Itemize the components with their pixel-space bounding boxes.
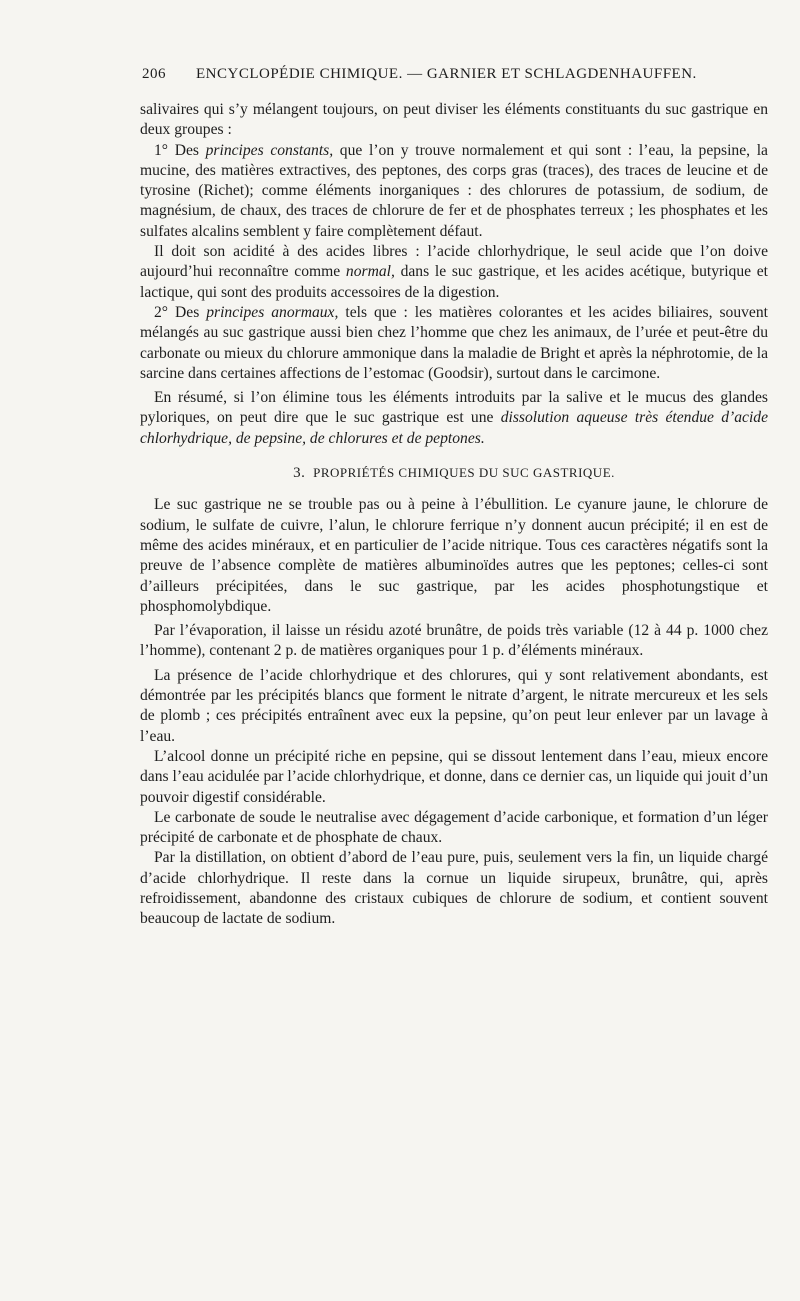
paragraph: 2° Des principes anormaux, tels que : les matières colorantes et les acides biliaires, souvent mélangés au suc gastrique aussi bien chez l’homme que chez les animaux, de l’urée et peut-être du carbonate ou mieux du chlorure ammonique dans la maladie de Bright et après la néphrotomie, de la sarcine dans certaines affections de l’estomac (Goodsir), surtout dans le carcimone. [140,303,768,382]
paragraph: Par l’évaporation, il laisse un résidu azoté brunâtre, de poids très variable (12 à 44 p. 1000 chez l’homme), contenant 2 p. de matières organiques pour 1 p. d’éléments minéraux. [140,622,768,660]
running-header [142,66,742,83]
paragraph: L’alcool donne un précipité riche en pepsine, qui se dissout lentement dans l’eau, mieux encore dans l’eau acidulée par l’acide chlorhydrique, et donne, dans ce dernier cas, un liquide qui jouit d’un pouvoir digestif considérable. [140,747,768,806]
paragraph: En résumé, si l’on élimine tous les éléments introduits par la salive et le mucus des glandes pyloriques, on peut dire que le suc gastrique est une dissolution aqueuse très étendue d’acide chlorhydrique, de pepsine, de chlorures et de peptones. [140,389,769,447]
section-title: PROPRIÉTÉS CHIMIQUES DU SUC GASTRIQUE. [313,465,615,481]
paragraph: Par la distillation, on obtient d’abord de l’eau pure, puis, seulement vers la fin, un liquide chargé d’acide chlorhydrique. Il reste dans la cornue un liquide sirupeux, brunâtre, qui, après refroidissement, abandonne des cristaux cubiques de chlorure de sodium, et contient souvent beaucoup de lactate de sodium. [140,849,768,928]
paragraph: Le suc gastrique ne se trouble pas ou à peine à l’ébullition. Le cyanure jaune, le chlorure de sodium, le sulfate de cuivre, l’alun, le chlorure ferrique n’y donnent aucun précipité; il en est de même des acides minéraux, et en particulier de l’acide nitrique. Tous ces caractères négatifs sont la preuve de l’absence complète de matières albuminoïdes autres que les peptones; celles-ci sont d’ailleurs précipitées, dans le suc gastrique, par les acides phosphotungstique et phosphomolybdique. [140,496,768,615]
page-number: 206 [142,66,166,82]
section-number: 3. [293,465,306,482]
paragraph: 1° Des principes constants, que l’on y trouve normalement et qui sont : l’eau, la pepsine, la mucine, des matières extractives, des peptones, des corps gras (traces), des traces de leucine et de tyrosine (Richet); comme éléments inorganiques : des chlorures de potassium, de sodium, de magnésium, de chaux, des traces de chlorure de fer et de phosphates terreux ; les phosphates et les sulfates alcalins semblent y faire complètement défaut. [140,141,768,240]
paragraph: La présence de l’acide chlorhydrique et des chlorures, qui y sont relativement abondants, est démontrée par les précipités blancs que forment le nitrate d’argent, le nitrate mercureux et les sels de plomb ; ces précipités entraînent avec eux la pepsine, qu’on peut leur enlever par un lavage à l’eau. [140,666,768,745]
section-heading [140,463,768,483]
paragraph: Le carbonate de soude le neutralise avec dégagement d’acide carbonique, et formation d’un léger précipité de carbonate et de phosphate de chaux. [140,808,768,847]
paragraph: salivaires qui s’y mélangent toujours, on peut diviser les éléments constituants du suc gastrique en deux groupes : [140,101,768,139]
running-title: ENCYCLOPÉDIE CHIMIQUE. — GARNIER ET SCHLAGDENHAUFFEN. [196,66,697,82]
page-body [140,100,768,930]
paragraph: Il doit son acidité à des acides libres : l’acide chlorhydrique, le seul acide que l’on doive aujourd’hui reconnaître comme normal, dans le suc gastrique, et les acides acétique, butyrique et lactique, qui sont des produits accessoires de la digestion. [140,243,768,301]
